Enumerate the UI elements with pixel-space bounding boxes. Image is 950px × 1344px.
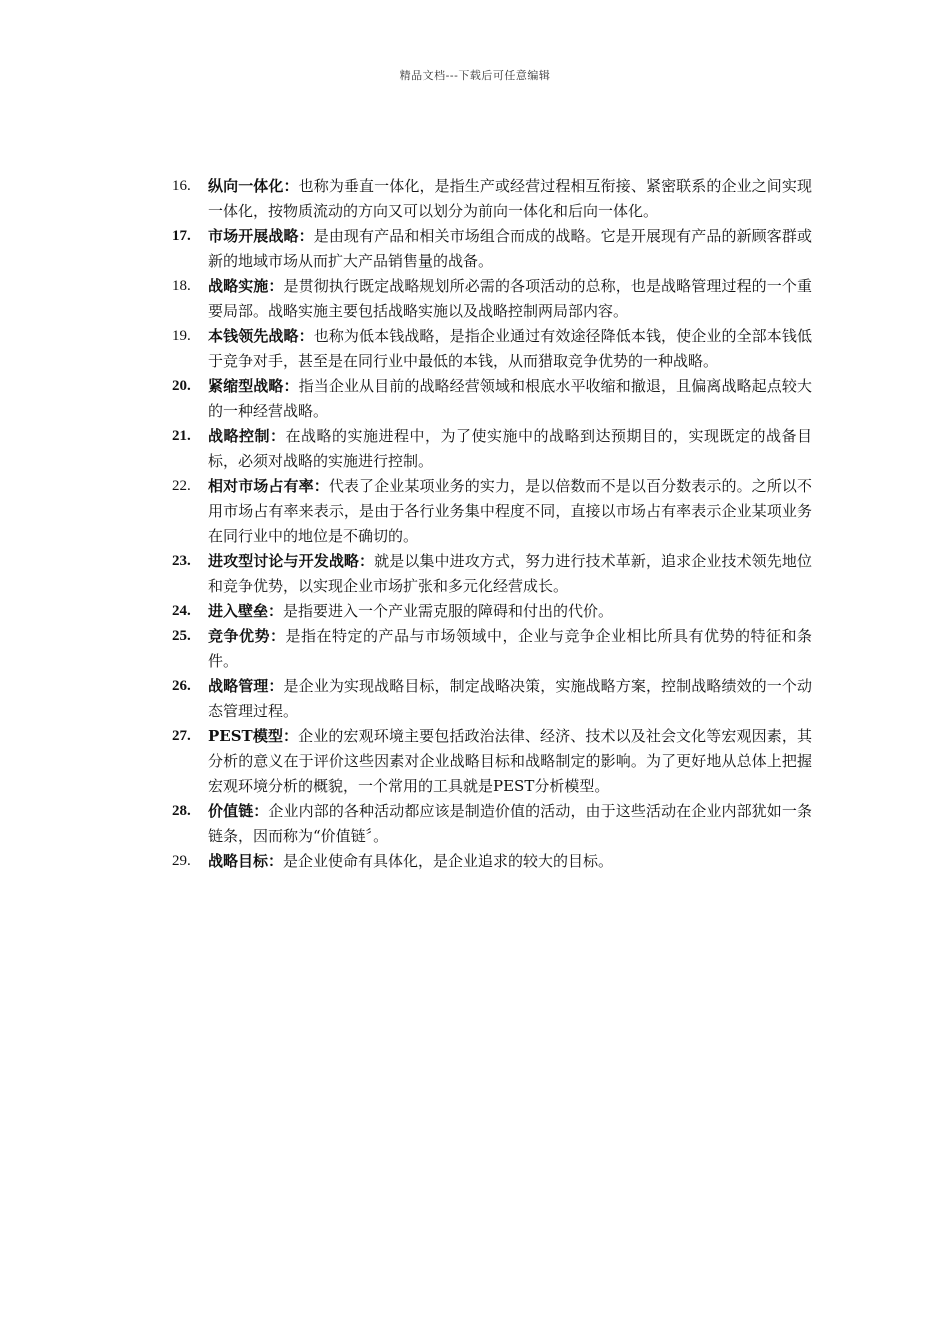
item-body xyxy=(208,799,812,849)
item-number: 29. xyxy=(172,853,191,869)
item-term: 进入壁垒： xyxy=(208,602,284,620)
item-number: 24. xyxy=(172,603,191,619)
item-body xyxy=(208,324,812,374)
item-number: 23. xyxy=(172,553,191,569)
item-number: 26. xyxy=(172,678,191,694)
item-body xyxy=(208,849,812,874)
item-term: 纵向一体化： xyxy=(208,177,299,195)
page-header: 精品文档---下载后可任意编辑 xyxy=(399,69,551,82)
item-term: 战略控制： xyxy=(208,427,286,445)
item-term: 竞争优势： xyxy=(208,627,286,645)
item-text: 就是以集中进攻方式，努力进行技术革新，追求企业技术领先地位和竞争优势，以实现企业市场扩张和多元化经营成长。 xyxy=(208,552,812,595)
item-text: 在战略的实施进程中，为了使实施中的战略到达预期目的，实现既定的战备目标，必须对战略的实施进行控制。 xyxy=(208,427,812,470)
item-body xyxy=(208,274,812,324)
list-item-22 xyxy=(172,474,812,549)
item-body xyxy=(208,624,812,674)
list-item-29 xyxy=(172,849,812,874)
item-body xyxy=(208,424,812,474)
item-body xyxy=(208,724,812,799)
list-item-24 xyxy=(172,599,812,624)
item-number: 21. xyxy=(172,428,191,444)
item-number: 16. xyxy=(172,178,191,194)
item-body xyxy=(208,549,812,599)
item-text: 也称为垂直一体化，是指生产或经营过程相互衔接、紧密联系的企业之间实现一体化，按物质流动的方向又可以划分为前向一体化和后向一体化。 xyxy=(208,177,812,220)
item-number: 25. xyxy=(172,628,191,644)
item-text: 是企业为实现战略目标，制定战略决策，实施战略方案，控制战略绩效的一个动态管理过程。 xyxy=(208,677,812,720)
list-item-16 xyxy=(172,174,812,224)
item-text: 是贯彻执行既定战略规划所必需的各项活动的总称，也是战略管理过程的一个重要局部。战略实施主要包括战略实施以及战略控制两局部内容。 xyxy=(208,277,812,320)
item-term: 紧缩型战略： xyxy=(208,377,299,395)
item-term: PEST模型： xyxy=(208,727,299,745)
item-number: 27. xyxy=(172,728,191,744)
list-item-20 xyxy=(172,374,812,424)
item-number: 17. xyxy=(172,228,191,244)
list-item-25 xyxy=(172,624,812,674)
item-number: 22. xyxy=(172,478,191,494)
list-item-21 xyxy=(172,424,812,474)
list-item-23 xyxy=(172,549,812,599)
item-text: 也称为低本钱战略，是指企业通过有效途径降低本钱，使企业的全部本钱低于竞争对手，甚至是在同行业中最低的本钱，从而猎取竞争优势的一种战略。 xyxy=(208,327,812,370)
item-term: 市场开展战略： xyxy=(208,227,314,245)
item-term: 进攻型讨论与开发战略： xyxy=(208,552,375,570)
item-number: 18. xyxy=(172,278,191,294)
item-number: 20. xyxy=(172,378,191,394)
list-item-19 xyxy=(172,324,812,374)
item-term: 战略目标： xyxy=(208,852,284,870)
item-number: 28. xyxy=(172,803,191,819)
item-body xyxy=(208,174,812,224)
item-text: 企业内部的各种活动都应该是制造价值的活动，由于这些活动在企业内部犹如一条链条，因而称为“价值链〞。 xyxy=(208,802,812,845)
list-item-18 xyxy=(172,274,812,324)
list-item-27 xyxy=(172,724,812,799)
item-term: 相对市场占有率： xyxy=(208,477,329,495)
item-text: 指当企业从目前的战略经营领域和根底水平收缩和撤退，且偏离战略起点较大的一种经营战略。 xyxy=(208,377,812,420)
list-item-17 xyxy=(172,224,812,274)
item-body xyxy=(208,374,812,424)
item-term: 战略实施： xyxy=(208,277,284,295)
item-body xyxy=(208,599,812,624)
definition-list xyxy=(172,174,812,874)
item-term: 战略管理： xyxy=(208,677,284,695)
item-number: 19. xyxy=(172,328,191,344)
item-text: 代表了企业某项业务的实力，是以倍数而不是以百分数表示的。之所以不用市场占有率来表示，是由于各行业务集中程度不同，直接以市场占有率表示企业某项业务在同行业中的地位是不确切的。 xyxy=(208,477,812,545)
list-item-28 xyxy=(172,799,812,849)
item-text: 是指要进入一个产业需克服的障碍和付出的代价。 xyxy=(283,602,614,620)
list-item-26 xyxy=(172,674,812,724)
item-text: 是指在特定的产品与市场领域中，企业与竞争企业相比所具有优势的特征和条件。 xyxy=(208,627,812,670)
item-body xyxy=(208,224,812,274)
item-term: 价值链： xyxy=(208,802,269,820)
item-body xyxy=(208,674,812,724)
item-text: 是企业使命有具体化，是企业追求的较大的目标。 xyxy=(283,852,614,870)
item-text: 企业的宏观环境主要包括政治法律、经济、技术以及社会文化等宏观因素，其分析的意义在于评价这些因素对企业战略目标和战略制定的影响。为了更好地从总体上把握宏观环境分析的概貌，一个常用的工具就是PEST分析模型。 xyxy=(208,727,812,795)
item-body xyxy=(208,474,812,549)
item-text: 是由现有产品和相关市场组合而成的战略。它是开展现有产品的新顾客群或新的地域市场从而扩大产品销售量的战备。 xyxy=(208,227,812,270)
item-term: 本钱领先战略： xyxy=(208,327,314,345)
